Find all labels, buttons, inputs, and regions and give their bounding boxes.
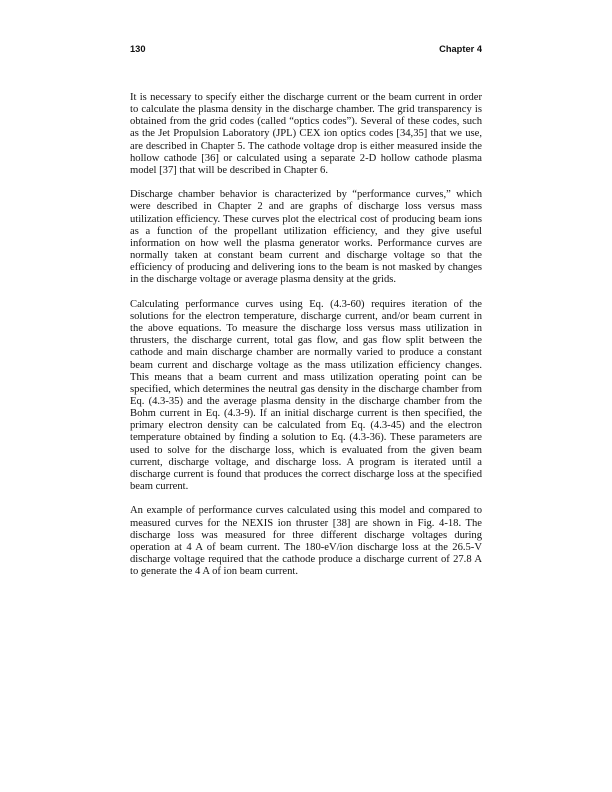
paragraph-nexis-example: An example of performance curves calculated using this model and compared to measured curves for the NEXIS ion thruster [38] are shown in Fig. 4-18. The discharge loss was measured for three different discharge voltages during operation at 4 A of beam current. The 180-eV/ion discharge loss at the 26.5-V discharge voltage required that the cathode produce a discharge current of 27.8 A to generate the 4 A of ion beam current.	[130, 505, 482, 578]
paragraph-calculating-curves: Calculating performance curves using Eq. (4.3-60) requires iteration of the solutions for the electron temperature, discharge current, and/or beam current in the above equations. To measure the discharge loss versus mass utilization in thrusters, the discharge current, total gas flow, and gas flow split between the cathode and main discharge chamber are normally varied to produce a constant beam current and discharge voltage as the mass utilization efficiency changes. This means that a beam current and mass utilization operating point can be specified, which determines the neutral gas density in the discharge chamber from Eq. (4.3-35) and the average plasma density in the discharge chamber from the Bohm current in Eq. (4.3-9). If an initial discharge current is then specified, the primary electron density can be calculated from Eq. (4.3-45) and the electron temperature obtained by finding a solution to Eq. (4.3-36). These parameters are used to solve for the discharge loss, which is evaluated from the given beam current, discharge voltage, and discharge loss. A program is iterated until a discharge current is found that produces the correct discharge loss at the specified beam current.	[130, 298, 482, 493]
paragraph-performance-curves: Discharge chamber behavior is characterized by “performance curves,” which were described in Chapter 2 and are graphs of discharge loss versus mass utilization efficiency. These curves plot the electrical cost of producing beam ions as a function of the propellant utilization efficiency, and they give useful information on how well the plasma generator works. Performance curves are normally taken at constant beam current and discharge voltage so that the efficiency of producing and delivering ions to the beam is not masked by changes in the discharge voltage or average plasma density at the grids.	[130, 189, 482, 286]
running-header	[130, 44, 482, 58]
chapter-title: Chapter 4	[439, 44, 482, 54]
page-number: 130	[130, 44, 146, 54]
paragraph-grid-transparency: It is necessary to specify either the discharge current or the beam current in order to calculate the plasma density in the discharge chamber. The grid transparency is obtained from the grid codes (called “optics codes”). Several of these codes, such as the Jet Propulsion Laboratory (JPL) CEX ion optics codes [34,35] that we use, are described in Chapter 5. The cathode voltage drop is either measured inside the hollow cathode [36] or calculated using a separate 2-D hollow cathode plasma model [37] that will be described in Chapter 6.	[130, 92, 482, 176]
body-text	[130, 92, 482, 591]
